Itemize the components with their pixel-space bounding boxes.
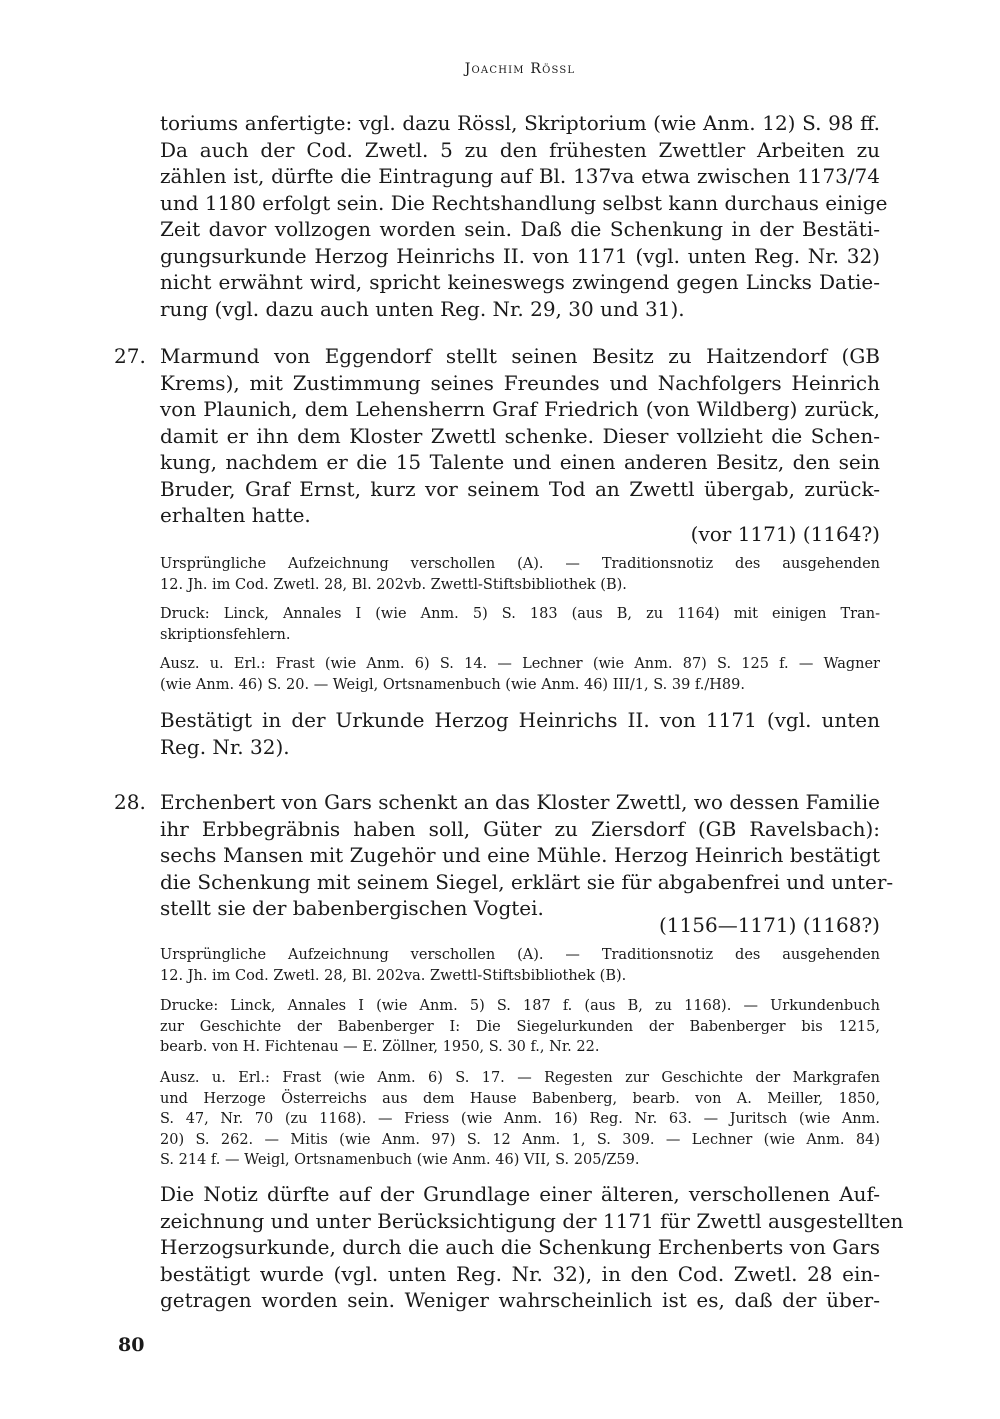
- print-note: [160, 996, 880, 1058]
- text-line: rung (vgl. dazu auch unten Reg. Nr. 29, 30 und 31).: [160, 296, 685, 321]
- entry-27-regest: [160, 343, 880, 529]
- text-line: zeichnung und unter Berücksichtigung der 1171 für Zwettl ausgestellten: [160, 1208, 904, 1233]
- text-line: zur Geschichte der Babenberger I: Die Siegelurkunden der Babenberger bis 1215,: [160, 1018, 880, 1035]
- text-line: sechs Mansen mit Zugehör und eine Mühle. Herzog Heinrich bestätigt: [160, 843, 880, 867]
- text-line: Bestätigt in der Urkunde Herzog Heinrichs II. von 1171 (vgl. unten: [160, 708, 880, 732]
- page-number: 80: [118, 1334, 145, 1356]
- text-line: S. 214 f. — Weigl, Ortsnamenbuch (wie Anm. 46) VII, S. 205/Z59.: [160, 1152, 640, 1168]
- commentary: [160, 707, 880, 760]
- text-line: S. 47, Nr. 70 (zu 1168). — Friess (wie Anm. 16) Reg. Nr. 63. — Juritsch (wie Anm.: [160, 1111, 880, 1127]
- text-line: Da auch der Cod. Zwetl. 5 zu den frühesten Zwettler Arbeiten zu: [160, 137, 880, 162]
- text-line: kung, nachdem er die 15 Talente und einen anderen Besitz, den sein: [160, 450, 880, 474]
- text-line: Drucke: Linck, Annales I (wie Anm. 5) S. 187 f. (aus B, zu 1168). — Urkundenbuch: [160, 998, 880, 1014]
- text-line: Krems), mit Zustimmung seines Freundes und Nachfolgers Heinrich: [160, 370, 880, 395]
- text-line: von Plaunich, dem Lehensherrn Graf Friedrich (von Wildberg) zurück,: [160, 397, 880, 421]
- text-line: Zeit davor vollzogen worden sein. Daß die Schenkung in der Bestäti-: [160, 217, 880, 241]
- entry-date: (vor 1171) (1164?): [690, 522, 880, 546]
- text-line: bestätigt wurde (vgl. unten Reg. Nr. 32), in den Cod. Zwetl. 28 ein-: [160, 1261, 880, 1286]
- text-line: skriptionsfehlern.: [160, 626, 291, 643]
- text-line: Bruder, Graf Ernst, kurz vor seinem Tod an Zwettl übergab, zurück-: [160, 476, 880, 501]
- text-line: bearb. von H. Fichtenau — E. Zöllner, 1950, S. 30 f., Nr. 22.: [160, 1039, 600, 1055]
- excerpt-note: [160, 654, 880, 695]
- text-line: ihr Erbbegräbnis haben soll, Güter zu Ziersdorf (GB Ravelsbach):: [160, 816, 880, 841]
- print-note: [160, 604, 880, 645]
- text-line: stellt sie der babenbergischen Vogtei.: [160, 896, 544, 920]
- text-line: 12. Jh. im Cod. Zwetl. 28, Bl. 202va. Zwettl-Stiftsbibliothek (B).: [160, 967, 627, 984]
- text-line: Ursprüngliche Aufzeichnung verschollen (A). — Traditionsnotiz des ausgehenden: [160, 556, 880, 572]
- entry-number: 28.: [114, 790, 146, 814]
- page: [114, 0, 904, 1419]
- text-line: und 1180 erfolgt sein. Die Rechtshandlung selbst kann durchaus einige: [160, 190, 888, 215]
- text-line: Ausz. u. Erl.: Frast (wie Anm. 6) S. 17. — Regesten zur Geschichte der Markgrafen: [160, 1070, 880, 1086]
- text-line: 12. Jh. im Cod. Zwetl. 28, Bl. 202vb. Zwettl-Stiftsbibliothek (B).: [160, 576, 627, 593]
- text-line: 20) S. 262. — Mitis (wie Anm. 97) S. 12 Anm. 1, S. 309. — Lechner (wie Anm. 84): [160, 1131, 880, 1148]
- commentary: [160, 1181, 904, 1314]
- intro-paragraph: [160, 110, 888, 322]
- text-line: (wie Anm. 46) S. 20. — Weigl, Ortsnamenbuch (wie Anm. 46) III/1, S. 39 f./H89.: [160, 676, 745, 693]
- text-line: Erchenbert von Gars schenkt an das Kloster Zwettl, wo dessen Familie: [160, 790, 880, 814]
- text-line: Marmund von Eggendorf stellt seinen Besitz zu Haitzendorf (GB: [160, 344, 880, 368]
- source-note: [160, 554, 880, 595]
- excerpt-note: [160, 1068, 880, 1171]
- text-line: Druck: Linck, Annales I (wie Anm. 5) S. 183 (aus B, zu 1164) mit einigen Tran-: [160, 606, 880, 622]
- text-line: zählen ist, dürfte die Eintragung auf Bl. 137va etwa zwischen 1173/74: [160, 164, 880, 188]
- entry-date: (1156—1171) (1168?): [659, 913, 880, 937]
- text-line: Ursprüngliche Aufzeichnung verschollen (A). — Traditionsnotiz des ausgehenden: [160, 947, 880, 963]
- text-line: Ausz. u. Erl.: Frast (wie Anm. 6) S. 14. — Lechner (wie Anm. 87) S. 125 f. — Wagner: [160, 656, 880, 672]
- running-head: Joachim Rössl: [464, 61, 576, 77]
- text-line: und Herzoge Österreichs aus dem Hause Babenberg, bearb. von A. Meiller, 1850,: [160, 1090, 880, 1107]
- text-line: die Schenkung mit seinem Siegel, erklärt sie für abgabenfrei und unter-: [160, 869, 894, 894]
- source-note: [160, 945, 880, 986]
- entry-number: 27.: [114, 344, 146, 368]
- entry-28-regest: [160, 789, 894, 922]
- text-line: Herzogsurkunde, durch die auch die Schenkung Erchenberts von Gars: [160, 1235, 880, 1259]
- text-line: erhalten hatte.: [160, 503, 311, 527]
- text-line: Die Notiz dürfte auf der Grundlage einer älteren, verschollenen Auf-: [160, 1182, 880, 1206]
- text-line: gungsurkunde Herzog Heinrichs II. von 1171 (vgl. unten Reg. Nr. 32): [160, 243, 880, 268]
- text-line: toriums anfertigte: vgl. dazu Rössl, Skriptorium (wie Anm. 12) S. 98 ff.: [160, 111, 880, 135]
- text-line: getragen worden sein. Weniger wahrscheinlich ist es, daß der über-: [160, 1288, 880, 1312]
- text-line: damit er ihn dem Kloster Zwettl schenke. Dieser vollzieht die Schen-: [160, 423, 880, 448]
- text-line: nicht erwähnt wird, spricht keineswegs zwingend gegen Lincks Datie-: [160, 270, 880, 294]
- text-line: Reg. Nr. 32).: [160, 734, 290, 759]
